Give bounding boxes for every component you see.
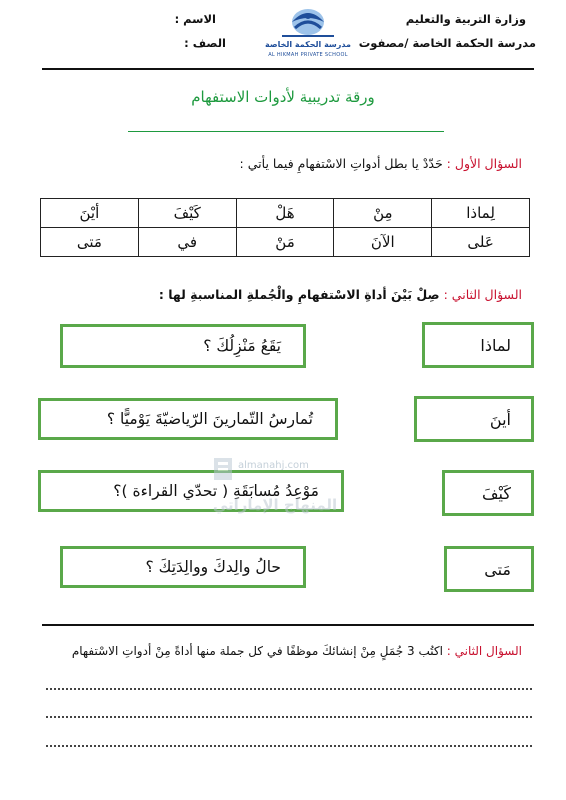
table-cell: هَلْ [236,199,334,228]
table-cell: مِنْ [334,199,432,228]
match-word: أينَ [489,409,511,429]
match-word: كَيْفَ [481,483,511,503]
school-name: مدرسة الحكمة الخاصة /مصفوت [358,36,536,50]
match-word: مَتى [484,559,511,579]
table-row [41,228,530,257]
match-word-box [444,546,534,592]
class-label: الصف : [184,36,226,50]
table-cell: لِماذا [432,199,530,228]
watermark [212,456,338,522]
question-2 [159,287,522,302]
match-sentence-box [60,546,306,588]
ministry-name: وزارة التربية والتعليم [405,12,526,26]
match-sentence-box [60,324,306,368]
answer-line-2[interactable] [46,716,532,718]
table-cell: مَتى [41,228,139,257]
section-divider [42,624,534,626]
title-underline [128,131,444,132]
match-sentence-box [38,398,338,440]
table-cell: عَلى [432,228,530,257]
question-2-text: صِلْ بَيْنَ أداةِ الاسْتفهامِ والْجُملةِ المناسبةِ لها : [158,287,440,302]
watermark-logo-icon [212,456,234,482]
question-3-text: اكتُب 3 جُمَلٍ مِنْ إنشائكَ موظفًا في كل جملة منها أداةً مِنْ أدواتِ الاسْتفهام [71,644,443,658]
watermark-text: المنهاج الإماراتي [212,496,338,514]
answer-line-1[interactable] [46,688,532,690]
logo-arabic-text: مدرسة الحكمة الخاصة [265,40,351,49]
student-name-label: الاسم : [174,12,216,26]
question-2-label: السؤال الثاني : [443,287,522,302]
match-word-box [442,470,534,516]
question-1 [240,156,522,171]
worksheet-title: ورقة تدريبية لأدوات الاستفهام [191,88,375,106]
question-3-label: السؤال الثاني : [446,644,522,658]
table-cell: في [138,228,236,257]
logo-english-text: AL HIKMAH PRIVATE SCHOOL [268,52,348,58]
table-cell: كَيْفَ [138,199,236,228]
table-cell: الآنَ [334,228,432,257]
answer-line-3[interactable] [46,745,532,747]
match-word: لماذا [480,335,511,355]
match-word-box [422,322,534,368]
match-word-box [414,396,534,442]
question-3 [72,644,522,658]
question-1-label: السؤال الأول : [446,156,522,171]
table-cell: أيْنَ [41,199,139,228]
tools-table [40,198,530,257]
question-1-text: حَدّدْ يا بطل أدواتِ الاسْتفهامِ فيما يأتي : [239,156,443,171]
match-sentence: تُمارسُ التّمارينَ الرّياضيّةَ يَوْميًّا ؟ [106,410,313,428]
table-cell: مَنْ [236,228,334,257]
match-sentence: حالُ والِدكَ ووالِدَتِكَ ؟ [145,558,281,576]
match-sentence: مَوْعِدُ مُسابَقَةِ ( تحدّي القراءة )؟ [113,482,319,500]
watermark-url: almanahj.com [238,460,309,471]
header-divider [42,68,534,70]
match-sentence: يَقَعُ مَنْزِلُكَ ؟ [203,337,281,355]
table-row [41,199,530,228]
